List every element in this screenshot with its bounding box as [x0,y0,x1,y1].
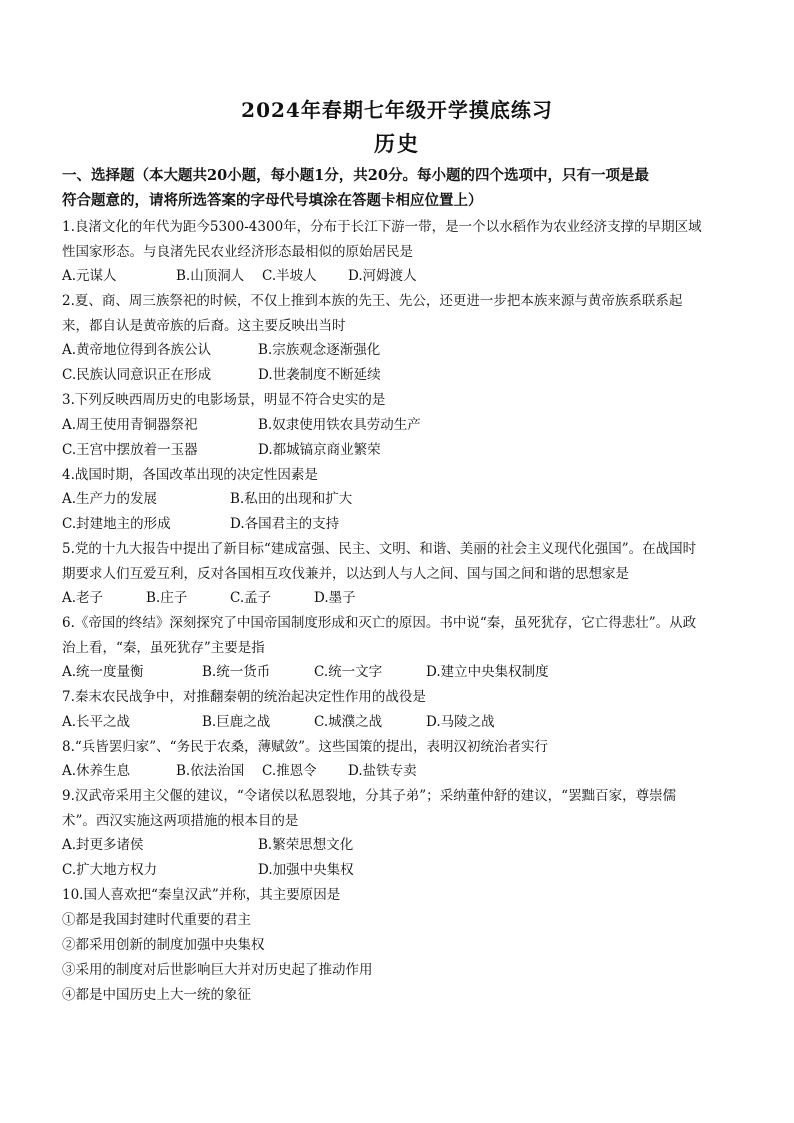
option-c: C.城濮之战 [314,713,383,730]
question-text: 来，都自认是黄帝族的后裔。这主要反映出当时 [62,317,346,334]
question-text: 性国家形态。与良渚先民农业经济形态最相似的原始居民是 [62,243,413,260]
option-d: D.墨子 [314,590,356,606]
options-row [62,759,732,784]
section-heading-line: 一、选择题（本大题共20小题，每小题1分，共20分。每小题的四个选项中，只有一项是最 [62,167,649,184]
question-text: 8.“兵皆罢归家”、“务民于农桑，薄赋敛”。这些国策的提出，表明汉初统治者实行 [62,738,548,755]
question-2 [62,289,732,388]
question-9 [62,784,732,883]
options-row [62,413,732,438]
question-text: 3.下列反映西周历史的电影场景，明显不符合史实的是 [62,392,386,408]
options-row [62,833,732,858]
statement-item: ③采用的制度对后世影响巨大并对历史起了推动作用 [62,961,373,978]
question-text: 9.汉武帝采用主父偃的建议，“令诸侯以私恩裂地，分其子弟”；采纳董仲舒的建议，“罢黜百家，尊崇儒 [62,788,677,804]
option-b: B.统一货币 [202,664,271,680]
question-text: 7.秦末农民战争中，对推翻秦朝的统治起决定性作用的战役是 [62,689,426,705]
option-b: B.巨鹿之战 [202,713,271,730]
question-5 [62,537,732,611]
option-d: D.建立中央集权制度 [426,664,549,680]
statement-item: ④都是中国历史上大一统的象征 [62,986,251,1003]
options-row [62,858,732,883]
option-b: B.山顶洞人 [176,268,245,284]
option-d: D.加强中央集权 [258,862,354,878]
question-text: 6.《帝国的终结》深刻探究了中国帝国制度形成和灭亡的原因。书中说“秦，虽死犹存，它亡得悲壮”。从政 [62,615,697,631]
option-b: B.宗族观念逐渐强化 [258,342,381,358]
option-c: C.民族认同意识正在形成 [62,367,212,383]
options-row [62,438,732,463]
option-b: B.私田的出现和扩大 [230,491,353,507]
question-text: 4.战国时期，各国改革出现的决定性因素是 [62,466,318,483]
option-a: A.黄帝地位得到各族公认 [62,342,212,358]
option-d: D.都城镐京商业繁荣 [258,441,381,458]
option-b: B.庄子 [146,590,188,606]
question-7 [62,685,732,735]
options-row [62,660,732,685]
exam-title: 2024年春期七年级开学摸底练习 [241,98,553,122]
option-c: C.扩大地方权力 [62,862,158,878]
question-text: 5.党的十九大报告中提出了新目标“建成富强、民主、文明、和谐、美丽的社会主义现代化强国”。在战国时 [62,541,697,557]
option-b: B.奴隶使用铁农具劳动生产 [258,416,421,433]
option-d: D.各国君主的支持 [230,516,340,532]
question-4 [62,463,732,538]
option-d: D.河姆渡人 [348,268,417,284]
option-a: A.元谋人 [62,268,117,284]
option-c: C.推恩令 [262,763,317,779]
question-text: 1.良渚文化的年代为距今5300-4300年，分布于长江下游一带，是一个以水稻作为农业经济支撑的早期区域 [62,219,702,235]
option-a: A.休养生息 [62,763,131,779]
option-b: B.繁荣思想文化 [258,837,354,853]
option-a: A.老子 [62,590,104,606]
option-a: A.周王使用青铜器祭祀 [62,416,198,433]
question-text: 2.夏、商、周三族祭祀的时候，不仅上推到本族的先王、先公，还更进一步把本族来源与黄帝族系联系起 [62,293,683,309]
option-b: B.依法治国 [176,763,245,779]
option-c: C.封建地主的形成 [62,516,171,532]
options-row [62,710,732,735]
option-c: C.孟子 [230,590,272,606]
question-6 [62,611,732,685]
question-text: 治上看，“秦，虽死犹存”主要是指 [62,639,265,656]
option-c: C.王宫中摆放着一玉器 [62,441,198,458]
question-text: 期要求人们互爱互利，反对各国相互攻伐兼并，以达到人与人之间、国与国之间和谐的思想家是 [62,565,629,582]
statement-item: ②都采用创新的制度加强中央集权 [62,936,265,953]
section-heading-line: 符合题意的，请将所选答案的字母代号填涂在答题卡相应位置上） [62,191,483,209]
option-d: D.盐铁专卖 [348,763,417,779]
options-row [62,512,732,537]
question-text: 术”。西汉实施这两项措施的根本目的是 [62,812,299,829]
question-8 [62,735,732,785]
statement-item: ①都是我国封建时代重要的君主 [62,911,251,928]
question-10 [62,883,732,1008]
options-row [62,338,732,363]
option-a: A.统一度量衡 [62,664,144,680]
exam-subject: 历史 [374,131,420,156]
question-text: 10.国人喜欢把“秦皇汉武”并称，其主要原因是 [62,887,341,903]
question-3 [62,388,732,463]
options-row [62,363,732,388]
option-c: C.半坡人 [262,268,317,284]
question-1 [62,215,732,289]
option-d: D.马陵之战 [426,713,495,730]
options-row [62,586,732,611]
option-c: C.统一文字 [314,664,383,680]
option-d: D.世袭制度不断延续 [258,367,381,383]
options-row [62,264,732,289]
option-a: A.封更多诸侯 [62,837,144,853]
option-a: A.长平之战 [62,713,131,730]
options-row [62,487,732,512]
option-a: A.生产力的发展 [62,491,158,507]
section-heading [62,164,732,213]
